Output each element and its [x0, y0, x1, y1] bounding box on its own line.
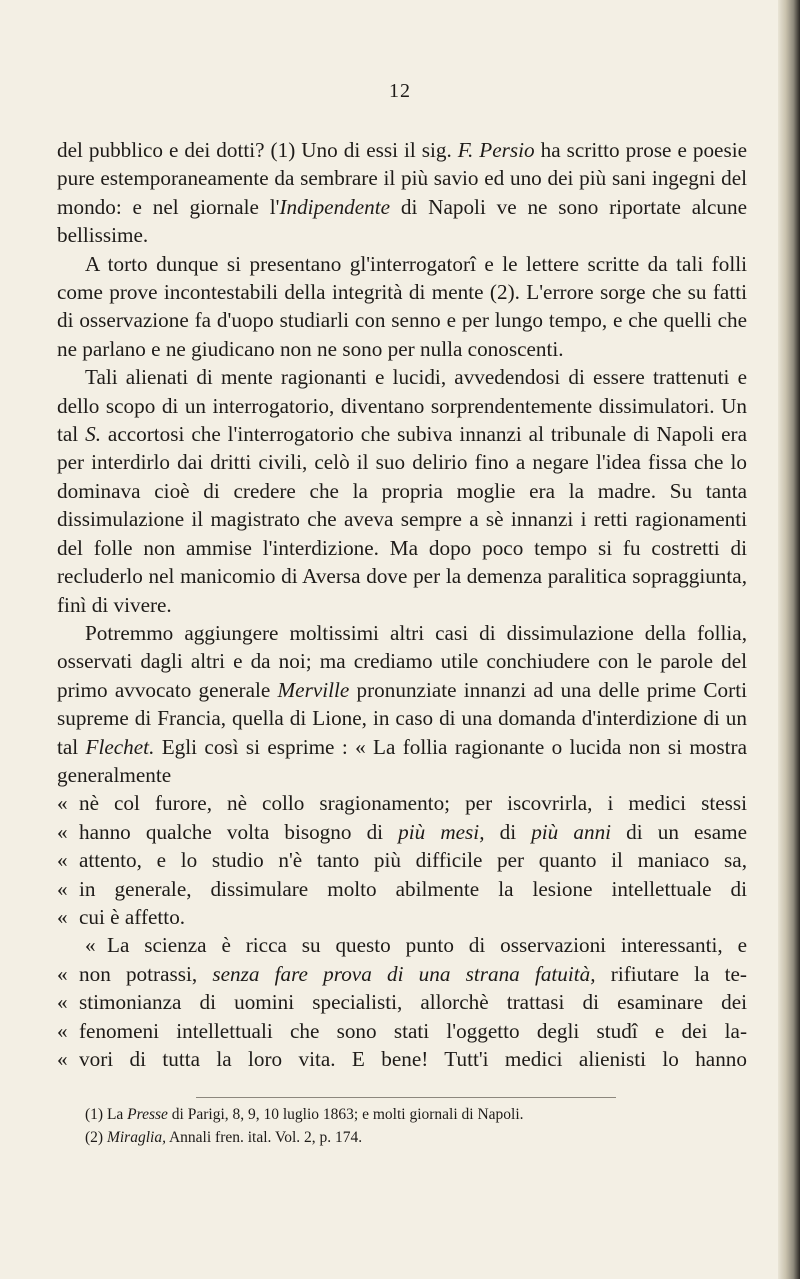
- quote-line: [57, 875, 747, 903]
- text-run: nè col furore, nè collo sragionamento; per iscovrirla, i medici stessi: [79, 791, 747, 816]
- text-run: di un esame: [611, 819, 748, 844]
- paragraph-4: [57, 619, 747, 789]
- quote-line: [57, 1017, 747, 1045]
- italic-phrase: senza fare prova di una strana fatuità,: [212, 961, 596, 986]
- guillemet: «: [57, 1018, 68, 1043]
- quote-line: [57, 988, 747, 1016]
- text-run: vori di tutta la loro vita. E bene! Tutt'i medici alienisti lo hanno: [79, 1047, 747, 1071]
- text-run: stimonianza di uomini specialisti, allorchè trattasi di esaminare dei: [79, 990, 747, 1015]
- text-run: cui è affetto.: [79, 904, 186, 929]
- italic-name: S.: [85, 422, 101, 447]
- body-text: [57, 136, 747, 1073]
- guillemet: «: [57, 791, 68, 816]
- paragraph-3: [57, 363, 747, 619]
- italic-title: Presse: [127, 1106, 168, 1123]
- text-run: Potremmo aggiungere moltissimi altri casi di dissimulazione della follia, osservati dagli altri e da noi; ma crediamo utile conchiudere con le parole del primo avvocato generale: [57, 620, 747, 702]
- text-run: accortosi che l'interrogatorio che subiva innanzi al tribunale di Napoli era per interdirlo dai dritti civili, celò il suo delirio fino a negare l'idea fissa che lo dominava cioè di credere che la propria moglie era la madre. Su tanta dissimulazione il magistrato che aveva sempre a sè innanzi i retti ragionamenti del folle non ammise l'interdizione. Ma dopo poco tempo si fu costretti di recluderlo nel manicomio di Aversa dove per la demenza paralitica sopraggiunta, finì di vivere.: [57, 422, 747, 617]
- text-run: di Parigi, 8, 9, 10 luglio 1863; e molti giornali di Napoli.: [167, 1106, 524, 1123]
- italic-phrase: più anni: [531, 819, 612, 844]
- italic-name: Merville: [277, 677, 350, 702]
- text-run: di: [484, 819, 532, 844]
- footnotes: [85, 1103, 745, 1149]
- quote-line: [57, 789, 747, 817]
- quote-line: [57, 960, 747, 988]
- text-run: del pubblico e dei dotti? (1) Uno di essi il sig.: [57, 138, 458, 162]
- text-run: Egli così si esprime : « La follia ragionante o lucida non si mostra generalmente: [57, 734, 747, 787]
- text-run: pronunziate innanzi ad una delle prime Corti supreme di Francia, quella di Lione, in caso di una domanda d'interdizione di un tal: [57, 677, 747, 759]
- page-number: 12: [389, 80, 411, 102]
- quote-line: [57, 818, 747, 846]
- text-run: attento, e lo studio n'è tanto più difficile per quanto il maniaco sa,: [79, 848, 747, 873]
- guillemet: «: [57, 990, 68, 1015]
- text-run: fenomeni intellettuali che sono stati l'oggetto degli studî e dei la-: [79, 1018, 747, 1043]
- quote-line: [57, 931, 747, 959]
- text-run: rifiutare la te-: [595, 961, 747, 986]
- footnote-2: [85, 1126, 745, 1149]
- guillemet: «: [57, 819, 68, 844]
- italic-title: Indipendente: [279, 194, 391, 219]
- italic-name: F. Persio: [457, 138, 535, 162]
- quote-line: [57, 1045, 747, 1073]
- text-run: La scienza è ricca su questo punto di osservazioni interessanti, e: [107, 933, 747, 958]
- guillemet: «: [57, 1047, 68, 1071]
- text-run: (1) La: [85, 1106, 128, 1123]
- text-run: ha scritto prose e poesie pure estemporaneamente da sembrare il più savio ed uno dei più sani ingegni del mondo: e nel giornale l': [57, 138, 747, 219]
- italic-name: Flechet.: [85, 734, 155, 759]
- page-edge-shadow: [778, 0, 800, 1279]
- quote-line: [57, 846, 747, 874]
- footnote-divider: [196, 1097, 616, 1098]
- text-run: non potrassi,: [79, 961, 213, 986]
- paragraph-1: [57, 136, 747, 250]
- text-run: hanno qualche volta bisogno di: [79, 819, 399, 844]
- guillemet: «: [57, 904, 68, 929]
- quotation-block-2: [57, 931, 747, 1073]
- text-run: di Napoli ve ne sono riportate alcune bellissime.: [57, 194, 747, 248]
- guillemet: «: [57, 848, 68, 873]
- italic-name: Miraglia,: [106, 1129, 166, 1146]
- text-run: Annali fren. ital. Vol. 2, p. 174.: [165, 1129, 363, 1146]
- text-run: (2): [85, 1129, 107, 1146]
- quotation-block-1: [57, 789, 747, 931]
- guillemet: «: [57, 876, 68, 901]
- text-run: in generale, dissimulare molto abilmente la lesione intellettuale di: [79, 876, 747, 901]
- italic-phrase: più mesi,: [398, 819, 485, 844]
- footnote-1: [85, 1103, 745, 1126]
- quote-line: [57, 903, 747, 931]
- paragraph-2: A torto dunque si presentano gl'interrogatorî e le lettere scritte da tali folli come prove incontestabili della integrità di mente (2). L'errore sorge che su fatti di osservazione fa d'uopo studiarli con senno e per lungo tempo, e che quelli che ne parlano e ne giudicano non ne sono per nulla conoscenti.: [57, 251, 747, 361]
- guillemet: «: [85, 933, 96, 958]
- text-run: Tali alienati di mente ragionanti e lucidi, avvedendosi di essere trattenuti e dello scopo di un interrogatorio, diventano sorprendentemente dissimulatori. Un tal: [57, 365, 747, 447]
- guillemet: «: [57, 961, 68, 986]
